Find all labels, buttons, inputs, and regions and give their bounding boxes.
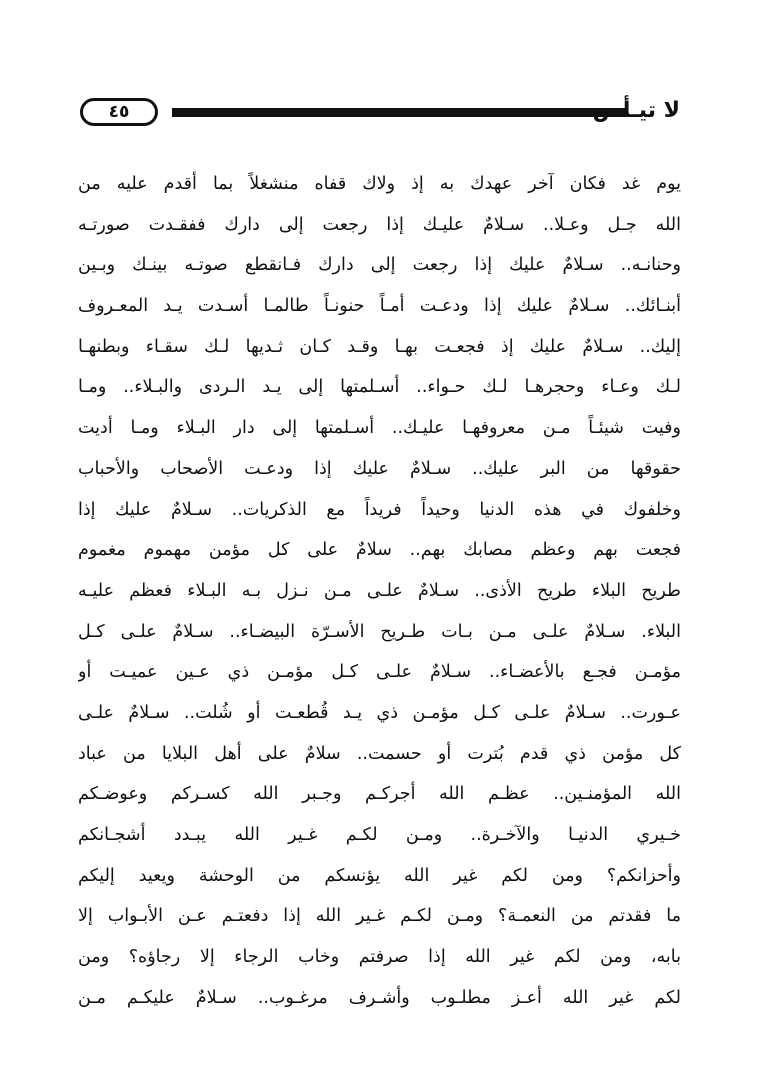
text-line: لكم غير الله أعـز مطلـوب وأشـرف مرغـوب.. سـلامٌ عليكـم مـن (78, 987, 681, 1008)
page-number: ٤٥ (80, 98, 158, 126)
text-line: إليك.. سـلامٌ عليك إذ فجعـت بهـا وقـد كـان ثـديها لـك سقـاء وبطنهـا (78, 336, 681, 357)
text-line: عـورت.. سـلامٌ علـى كـل مؤمـن ذي يـد قُطعـت أو شُلت.. سـلامٌ علـى (78, 702, 681, 723)
text-line: وفيت شيئـاً مـن معروفهـا عليـك.. أسـلمتها إلى دار البـلاء ومـا أديت (78, 418, 681, 439)
text-line: ما فقدتم من النعمـة؟ ومـن لكـم غـير الله إذا دفعتـم عـن الأبـواب إلا (78, 906, 681, 927)
text-line: بابه، ومن لكم غير الله إذا صرفتم وخاب الرجاء إلا رجاؤه؟ ومن (78, 947, 681, 968)
text-line: يوم غد فكان آخر عهدك به إذ ولاك قفاه منشغلاً بما أقدم عليه من (78, 174, 681, 194)
running-title: لا تيـأس (592, 98, 680, 123)
header-rule (172, 108, 628, 117)
text-line: طريح البلاء طريح الأذى.. سـلامٌ علـى مـن نـزل بـه البـلاء فعظم عليـه (78, 580, 681, 601)
page-header (80, 94, 680, 134)
text-line: كل مؤمن ذي قدم بُترت أو حسمت.. سلامٌ على أهل البلايا من عباد (78, 743, 681, 764)
text-line: مؤمـن فجـع بالأعضـاء.. سـلامٌ علـى كـل مؤمـن ذي عـين عميـت أو (78, 662, 681, 683)
text-line: لـك وعـاء وحجرهـا لـك حـواء.. أسـلمتها إلى يـد الـردى والبـلاء.. ومـا (78, 377, 681, 398)
text-line: الله المؤمنـين.. عظـم الله أجركـم وجـبر الله كسـركم وعوضـكم (78, 784, 681, 805)
text-line: وأحزانكم؟ ومن لكم غير الله يؤنسكم من الوحشة ويعيد إليكم (78, 865, 681, 886)
text-line: أبنـائك.. سـلامٌ عليك إذا ودعـت أمـاً حنونـاً طالمـا أسـدت يـد المعـروف (78, 296, 681, 317)
text-line: فجعت بهم وعظم مصابك بهم.. سلامٌ على كل مؤمن مهموم مغموم (78, 540, 681, 561)
text-line: البلاء. سـلامٌ علـى مـن بـات طـريح الأسـرّة البيضـاء.. سـلامٌ علـى كـل (78, 621, 681, 642)
text-line: وحنانـه.. سـلامٌ عليك إذا رجعت إلى دارك فـانقطع صوتـه بينـك وبـين (78, 255, 681, 276)
text-line: وخلفوك في هذه الدنيا وحيداً فريداً مع الذكريات.. سـلامٌ عليك إذا (78, 499, 681, 520)
body-text (78, 164, 681, 1018)
text-line: الله جـل وعـلا.. سـلامٌ عليـك إذا رجعت إلى دارك ففقـدت صورتـه (78, 214, 681, 235)
text-line: خـيري الدنيـا والآخـرة.. ومـن لكـم غـير الله يبـدد أشجـانكم (78, 825, 681, 845)
text-line: حقوقها من البر عليك.. سـلامٌ عليك إذا ودعـت الأصحاب والأحباب (78, 458, 681, 479)
